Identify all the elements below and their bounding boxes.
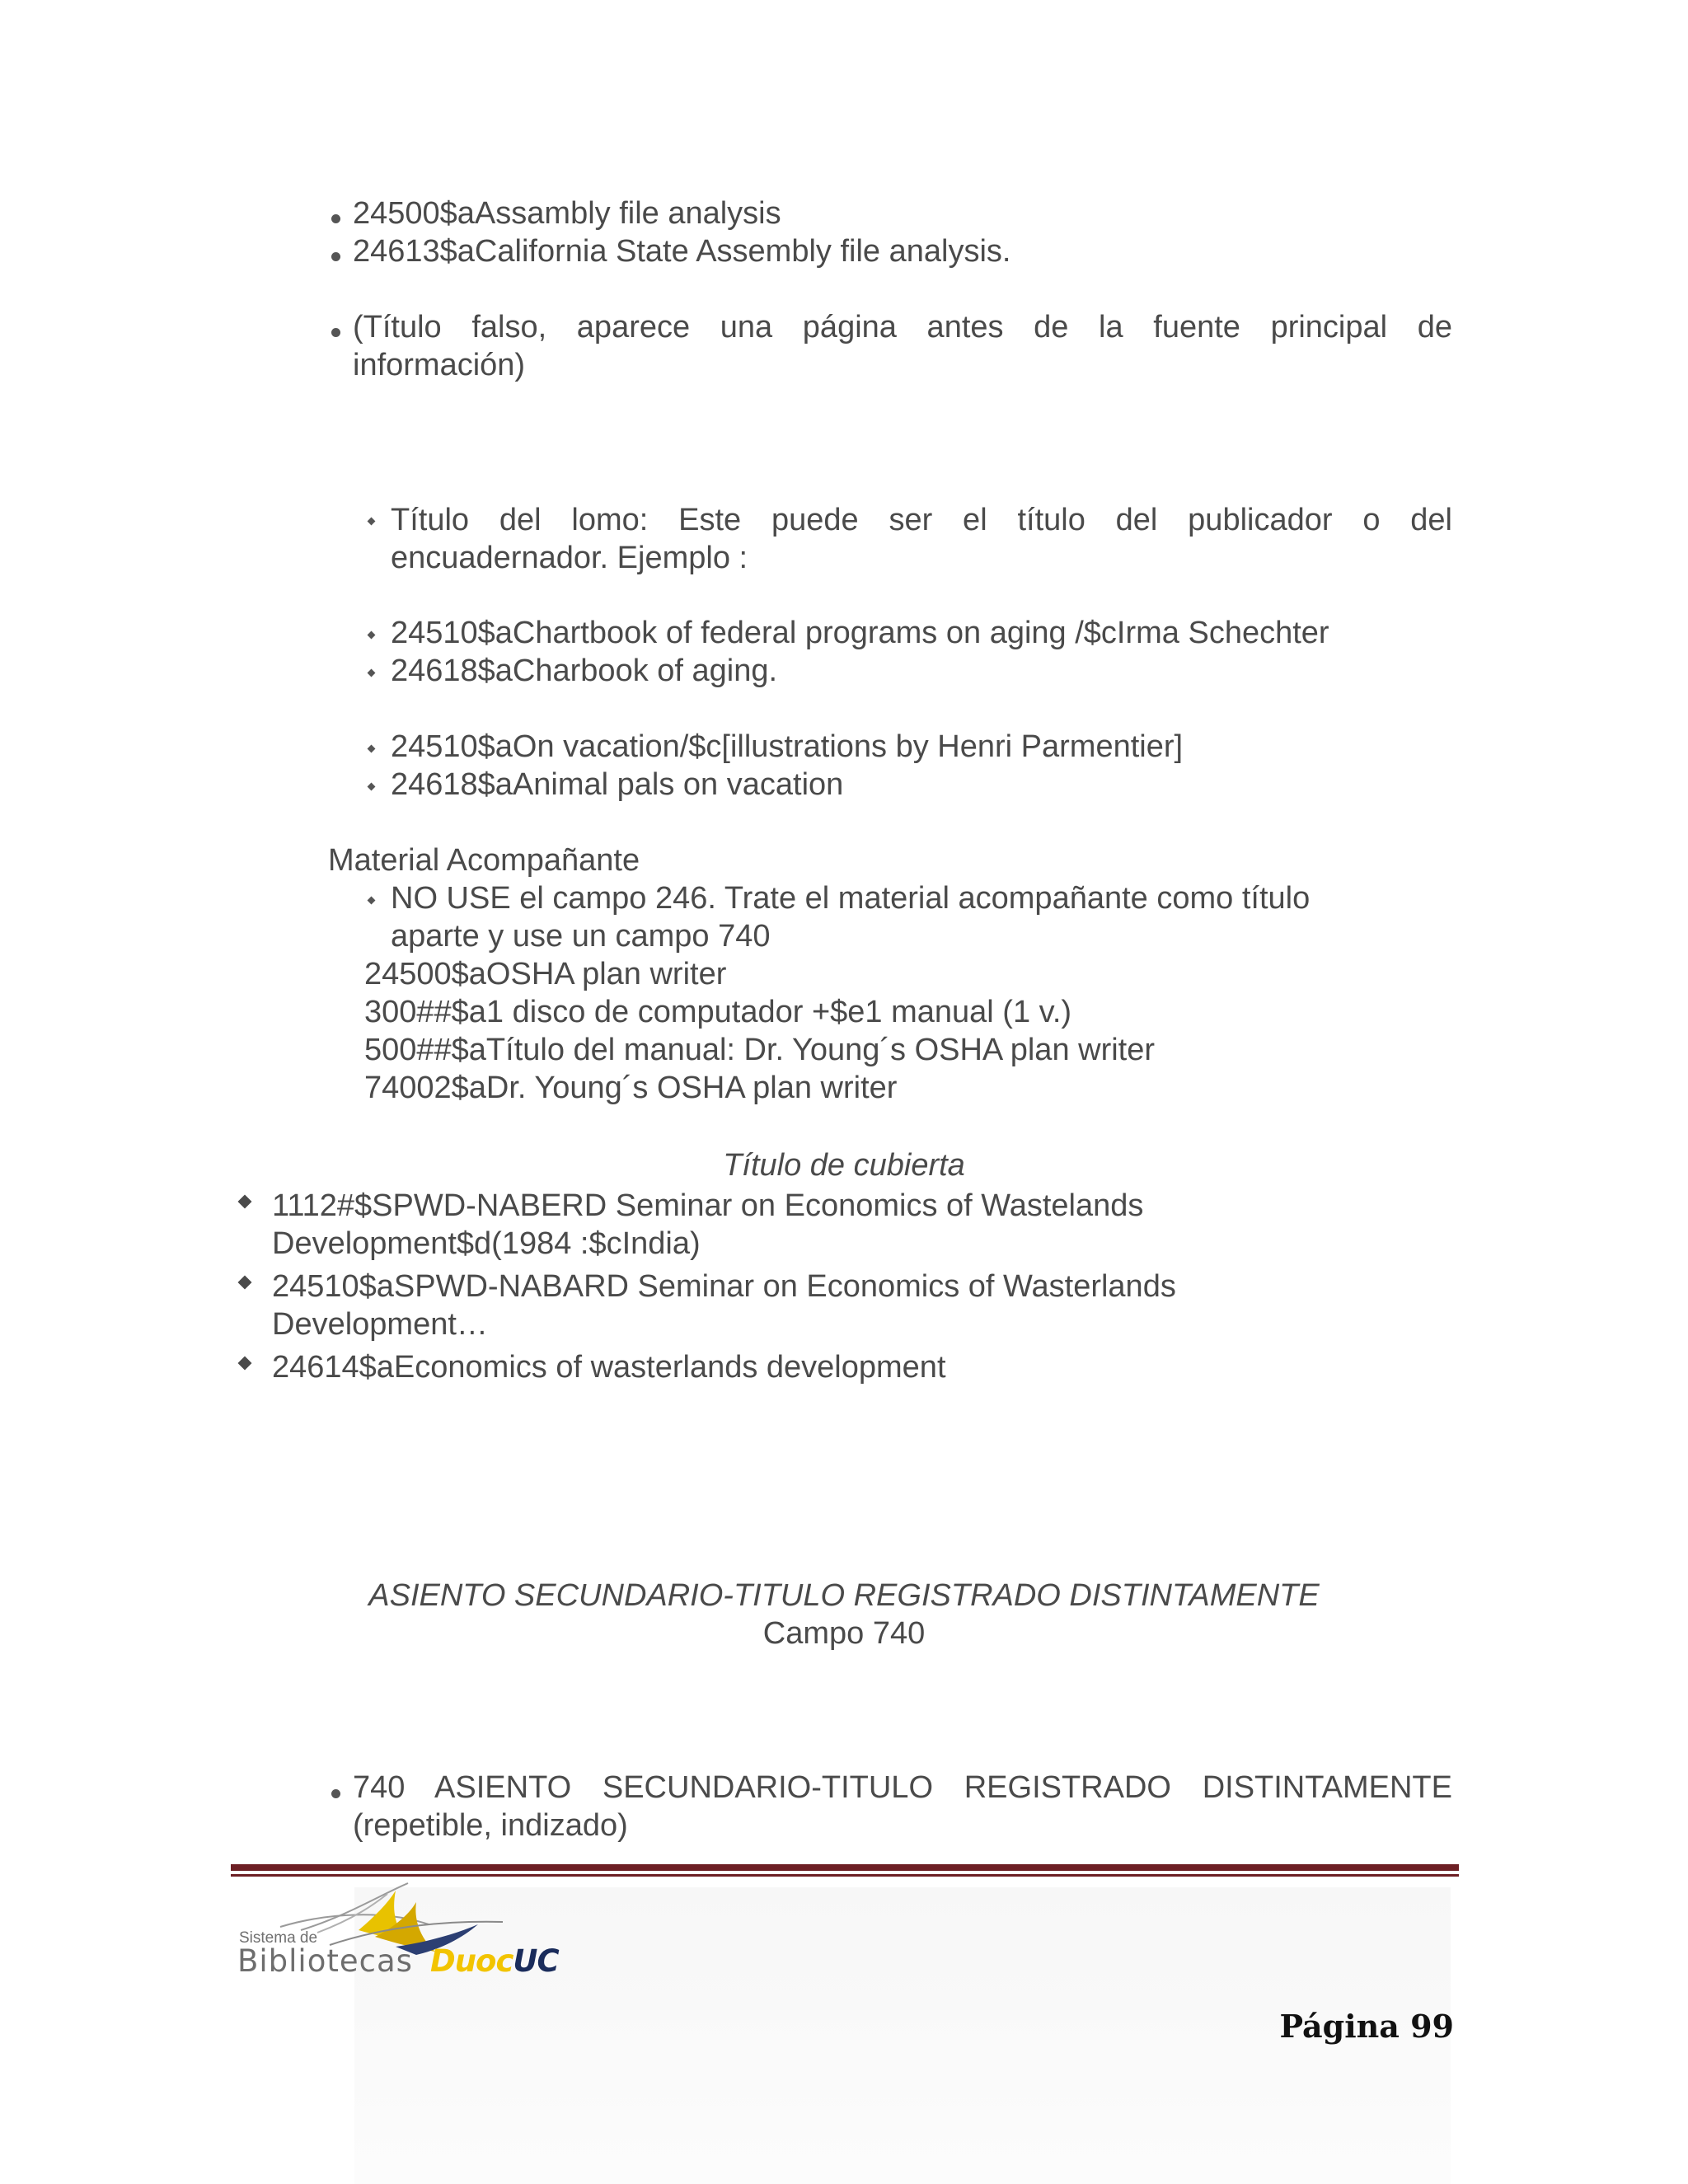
logo-wordmark: Bibliotecas xyxy=(237,1943,413,1979)
section-heading: Material Acompañante xyxy=(328,843,640,878)
list-item xyxy=(353,308,1452,384)
bullet-icon xyxy=(331,328,340,337)
list-item: 1112#$SPWD-NABERD Seminar on Economics of Wastelands xyxy=(272,1188,1144,1223)
list-item-line: Development… xyxy=(272,1307,488,1342)
list-item: 24618$aCharbook of aging. xyxy=(391,654,778,688)
list-item-line: Título del lomo: Este puede ser el título del publicador o del xyxy=(391,503,1452,537)
bullet-icon xyxy=(331,252,340,261)
list-item: NO USE el campo 246. Trate el material acompañante como título xyxy=(391,881,1311,916)
bullet-icon xyxy=(331,214,340,223)
list-item: 24613$aCalifornia State Assembly file analysis. xyxy=(353,234,1011,269)
list-item: 24618$aAnimal pals on vacation xyxy=(391,767,844,802)
bullet-icon xyxy=(238,1276,252,1290)
code-line: 500##$aTítulo del manual: Dr. Young´s OSHA plan writer xyxy=(364,1033,1156,1067)
bullet-icon xyxy=(238,1357,252,1371)
bullet-icon xyxy=(368,669,376,677)
bullet-icon xyxy=(368,783,376,791)
logo-brand-duoc: Duoc xyxy=(430,1943,513,1979)
logo-brand xyxy=(430,1943,559,1979)
list-item-line: 740 ASIENTO SECUNDARIO-TITULO REGISTRADO DISTINTAMENTE xyxy=(353,1770,1452,1805)
bullet-icon xyxy=(368,631,376,640)
section-subtitle: Campo 740 xyxy=(762,1616,926,1651)
list-item: 24510$aSPWD-NABARD Seminar on Economics of Wasterlands xyxy=(272,1269,1176,1304)
list-item: 24614$aEconomics of wasterlands development xyxy=(272,1350,946,1385)
list-item: 24510$aChartbook of federal programs on aging /$cIrma Schechter xyxy=(391,616,1329,650)
list-item-line: aparte y use un campo 740 xyxy=(391,919,771,954)
list-item xyxy=(391,501,1452,577)
logo-brand-uc: UC xyxy=(513,1943,559,1979)
code-line: 24500$aOSHA plan writer xyxy=(364,957,727,991)
footer-rule-thin xyxy=(231,1874,1459,1877)
footer-rule xyxy=(231,1864,1459,1871)
list-item-line: (repetible, indizado) xyxy=(353,1808,628,1843)
logo-caption: Sistema de xyxy=(239,1929,318,1947)
section-heading: Título de cubierta xyxy=(723,1148,965,1183)
code-line: 74002$aDr. Young´s OSHA plan writer xyxy=(364,1071,898,1105)
bullet-icon xyxy=(368,745,376,753)
bullet-icon xyxy=(238,1195,252,1209)
bullet-icon xyxy=(331,1789,340,1798)
list-item xyxy=(353,1769,1452,1844)
list-item: 24500$aAssambly file analysis xyxy=(353,196,781,231)
bullet-icon xyxy=(368,897,376,905)
page-number: Página 99 xyxy=(1279,2008,1454,2045)
section-title: ASIENTO SECUNDARIO-TITULO REGISTRADO DISTINTAMENTE xyxy=(368,1578,1320,1613)
list-item-line: Development$d(1984 :$cIndia) xyxy=(272,1226,701,1261)
list-item: 24510$aOn vacation/$c[illustrations by Henri Parmentier] xyxy=(391,729,1184,764)
list-item-line: encuadernador. Ejemplo : xyxy=(391,541,748,575)
list-item-line: (Título falso, aparece una página antes de la fuente principal de xyxy=(353,310,1452,344)
list-item-line: información) xyxy=(353,348,526,382)
code-line: 300##$a1 disco de computador +$e1 manual (1 v.) xyxy=(364,995,1072,1029)
bullet-icon xyxy=(368,518,376,526)
